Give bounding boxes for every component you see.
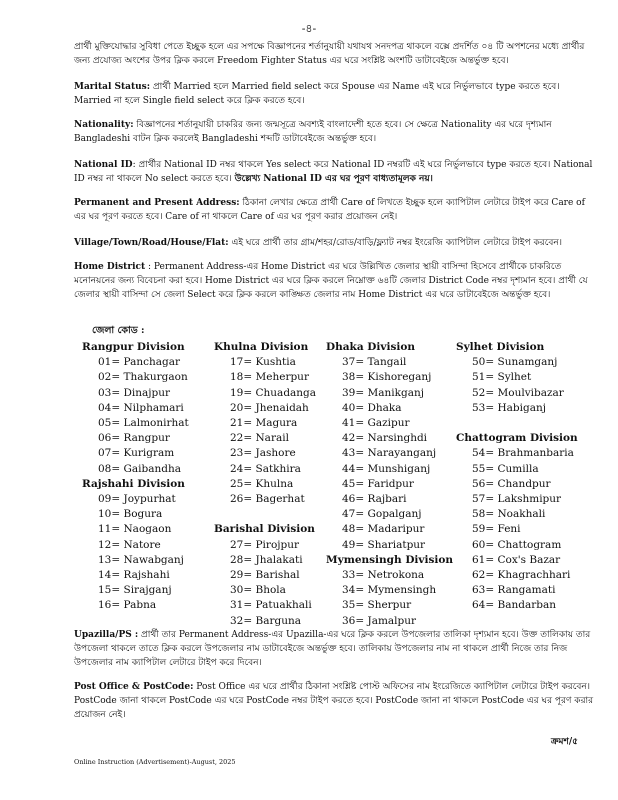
district-code-item: 05= Lalmonirhat [98,417,189,430]
marital-status-text: প্রার্থী Married হলে Married field select করে Spouse এর Name এই ঘরে নির্ভুলভাবে type করতে হবে। Married না হলে Single field select করে ক্লিক করতে হবে। [74,82,560,106]
district-code-item: 48= Madaripur [342,523,425,536]
page-number: -৪- [301,22,317,35]
national-id-heading: National ID [74,160,133,170]
district-code-item: 25= Khulna [230,477,294,490]
district-code-item: 33= Netrokona [342,569,425,582]
district-code-item: 37= Tangail [342,356,407,369]
post-office-heading: Post Office & PostCode: [74,682,194,692]
division-heading: Rajshahi Division [82,477,185,490]
national-id-note: উল্লেখ্য National ID এর ঘর পূরণ বাধ্যতামূলক নয়। [234,174,433,184]
home-district-heading: Home District [74,262,146,272]
marital-status-paragraph [74,80,594,108]
division-heading: Khulna Division [214,341,309,353]
district-code-item: 06= Rangpur [98,432,170,445]
district-code-item: 08= Gaibandha [98,462,181,475]
upazila-heading: Upazilla/PS : [74,630,139,640]
district-code-item: 53= Habiganj [472,401,546,414]
village-heading: Village/Town/Road/House/Flat: [74,238,229,248]
district-codes-title: জেলা কোড : [92,325,145,336]
district-code-item: 23= Jashore [230,447,296,460]
district-code-item: 52= Moulvibazar [472,386,564,399]
district-column-3 [326,340,453,629]
district-code-item: 35= Sherpur [342,599,412,612]
village-paragraph [74,236,594,250]
address-text: ঠিকানা লেখার ক্ষেত্রে প্রার্থী Care of লিখতে ইচ্ছুক হলে ক্যাপিটাল লেটারে টাইপ করে Care of এর ঘর পূরণ করতে হবে। Care of না থাকলে Care of এর ঘর পূরণ করার প্রয়োজন নেই। [74,198,585,222]
district-code-item: 15= Sirajganj [98,584,172,597]
district-code-item: 17= Kushtia [230,356,296,369]
district-code-item: 59= Feni [472,523,521,536]
nationality-heading: Nationality: [74,120,134,130]
district-code-item: 30= Bhola [230,584,286,597]
freedom-fighter-paragraph [74,40,594,68]
district-code-item: 32= Barguna [230,614,301,627]
continued-marker: ক্রমশ/৫ [551,737,578,747]
district-code-item: 41= Gazipur [342,417,410,430]
district-code-item: 55= Cumilla [472,462,539,475]
district-code-item: 57= Lakshmipur [472,493,562,506]
division-heading: Sylhet Division [456,341,545,353]
division-heading: Chattogram Division [456,432,578,445]
nationality-text: বিজ্ঞাপনের শর্তানুযায়ী চাকরির জন্য জন্মসূত্রে অবশ্যই বাংলাদেশী হতে হবে। সে ক্ষেত্রে Nationality এর ঘরে দৃশ্যমান Bangladeshi বাটন ক্লিক করলেই Bangladeshi শব্দটি ডাটাবেইজে অন্তর্ভুক্ত হবে। [74,120,552,144]
marital-status-heading: Marital Status: [74,82,151,92]
freedom-fighter-text: প্রার্থী মুক্তিযোদ্ধার সুবিধা পেতে ইচ্ছুক হলে এর সপক্ষে বিজ্ঞাপনের শর্তানুযায়ী যথাযথ সনদপত্র থাকলে বক্সে প্রদর্শিত ০৪ টি অপশনের মধ্যে প্রার্থীর জন্য প্রযোজ্য অংশের উপর ক্লিক করলে Freedom Fighter Status এর ঘরে সংশ্লিষ্ট অংশটি ডাটাবেইজে অন্তর্ভুক্ত হবে। [74,42,585,66]
district-code-item: 56= Chandpur [472,477,551,490]
district-code-item: 62= Khagrachhari [472,569,571,582]
district-code-item: 43= Narayanganj [342,447,437,460]
district-code-item: 14= Rajshahi [98,569,170,582]
district-code-item: 03= Dinajpur [98,386,171,399]
home-district-text: : Permanent Address-এর Home District এর ঘরে উল্লিখিত জেলার স্থায়ী বাসিন্দা হিসেবে প্রার্থীকে চাকরিতে মনোনয়নের জন্য বিবেচনা করা হবে। Home District এর ঘরে ক্লিক করলে নিম্নোক্ত ৬৪টি জেলার District Code নম্বর দৃশ্যমান হবে। প্রার্থী যে জেলার স্থায়ী বাসিন্দা সে জেলা Select করে ক্লিক করলে কাঙ্ক্ষিত জেলার নাম Home District এর ঘরে ডাটাবেইজে অন্তর্ভুক্ত হবে। [74,262,588,300]
district-code-item: 12= Natore [98,538,161,551]
district-code-item: 46= Rajbari [342,493,407,506]
district-code-item: 19= Chuadanga [230,386,317,399]
footer-text: Online Instruction (Advertisement)-August, 2025 [74,758,236,766]
address-paragraph [74,196,594,224]
district-code-item [456,416,578,431]
national-id-paragraph [74,158,594,186]
district-code-item: 27= Pirojpur [230,538,300,551]
district-code-item: 21= Magura [230,417,298,430]
district-code-item: 44= Munshiganj [342,462,431,475]
district-code-item: 61= Cox's Bazar [472,553,561,566]
post-office-text: Post Office এর ঘরে প্রার্থীর ঠিকানা সংশ্লিষ্ট পোস্ট অফিসের নাম ইংরেজিতে ক্যাপিটাল লেটারে টাইপ করবেন। PostCode জানা থাকলে PostCode এর ঘরে PostCode নম্বর টাইপ করতে হবে। PostCode জানা না থাকলে PostCode এর ঘর পূরণ করার প্রয়োজন নেই। [74,682,594,720]
district-code-item: 29= Barishal [230,569,300,582]
district-code-item: 09= Joypurhat [98,493,176,506]
district-column-4 [456,340,578,614]
nationality-paragraph [74,118,594,146]
district-code-item: 10= Bogura [98,508,163,521]
division-heading: Dhaka Division [326,341,415,353]
district-code-item: 63= Rangamati [472,584,556,597]
division-heading: Barishal Division [214,523,315,536]
district-code-item: 39= Manikganj [342,386,424,399]
district-code-item: 26= Bagerhat [230,493,305,506]
district-code-item: 49= Shariatpur [342,538,426,551]
village-text: এই ঘরে প্রার্থী তার গ্রাম/শহর/রোড/বাড়ি/ফ্ল্যাট নম্বর ইংরেজি ক্যাপিটাল লেটারে টাইপ করবেন। [228,238,562,248]
district-code-item: 50= Sunamganj [472,356,558,369]
district-code-item: 01= Panchagar [98,356,181,369]
upazila-paragraph [74,628,594,670]
district-code-item: 64= Bandarban [472,599,556,612]
district-code-item: 40= Dhaka [342,401,402,414]
district-code-item: 38= Kishoreganj [342,371,432,384]
district-column-2 [214,340,316,629]
district-code-item: 20= Jhenaidah [230,401,309,414]
division-heading: Rangpur Division [82,341,185,353]
district-code-item: 47= Gopalganj [342,508,422,521]
address-heading: Permanent and Present Address: [74,198,240,208]
district-code-item: 54= Brahmanbaria [472,447,574,460]
district-code-item: 07= Kurigram [98,447,175,460]
district-code-item: 24= Satkhira [230,462,301,475]
district-code-item: 28= Jhalakati [230,553,303,566]
district-code-item: 18= Meherpur [230,371,309,384]
district-code-item [214,507,316,522]
district-code-item: 02= Thakurgaon [98,371,188,384]
district-code-item: 11= Naogaon [98,523,172,536]
district-column-1 [82,340,189,614]
district-code-item: 36= Jamalpur [342,614,417,627]
district-code-item: 04= Nilphamari [98,401,184,414]
post-office-paragraph [74,680,594,722]
district-code-item: 42= Narsinghdi [342,432,428,445]
district-code-item: 31= Patuakhali [230,599,312,612]
national-id-text: : প্রার্থীর National ID নম্বর থাকলে Yes select করে National ID নম্বরটি এই ঘরে নির্ভুলভাবে type করতে হবে। National ID নম্বর না থাকলে No select করতে হবে। [74,160,593,184]
district-code-item: 34= Mymensingh [342,584,437,597]
home-district-paragraph [74,260,594,302]
district-code-item: 60= Chattogram [472,538,562,551]
district-code-item: 58= Noakhali [472,508,546,521]
district-code-item: 16= Pabna [98,599,157,612]
district-code-item: 51= Sylhet [472,371,532,384]
district-code-item: 22= Narail [230,432,289,445]
division-heading: Mymensingh Division [326,553,454,566]
upazila-text: প্রার্থী তার Permanent Address-এর Upazilla-এর ঘরে ক্লিক করলে উপজেলার তালিকা দৃশ্যমান হবে। উক্ত তালিকায় তার উপজেলা থাকলে তাতে ক্লিক করলে উপজেলার নাম ডাটাবেইজে অন্তর্ভুক্ত হবে। তালিকায় উপজেলার নাম না থাকলে প্রার্থী নিজে তার নিজ উপজেলার নাম ক্যাপিটাল লেটারে টাইপ করে দিবেন। [74,630,591,668]
district-code-item: 13= Nawabganj [98,553,184,566]
district-code-item: 45= Faridpur [342,477,414,490]
